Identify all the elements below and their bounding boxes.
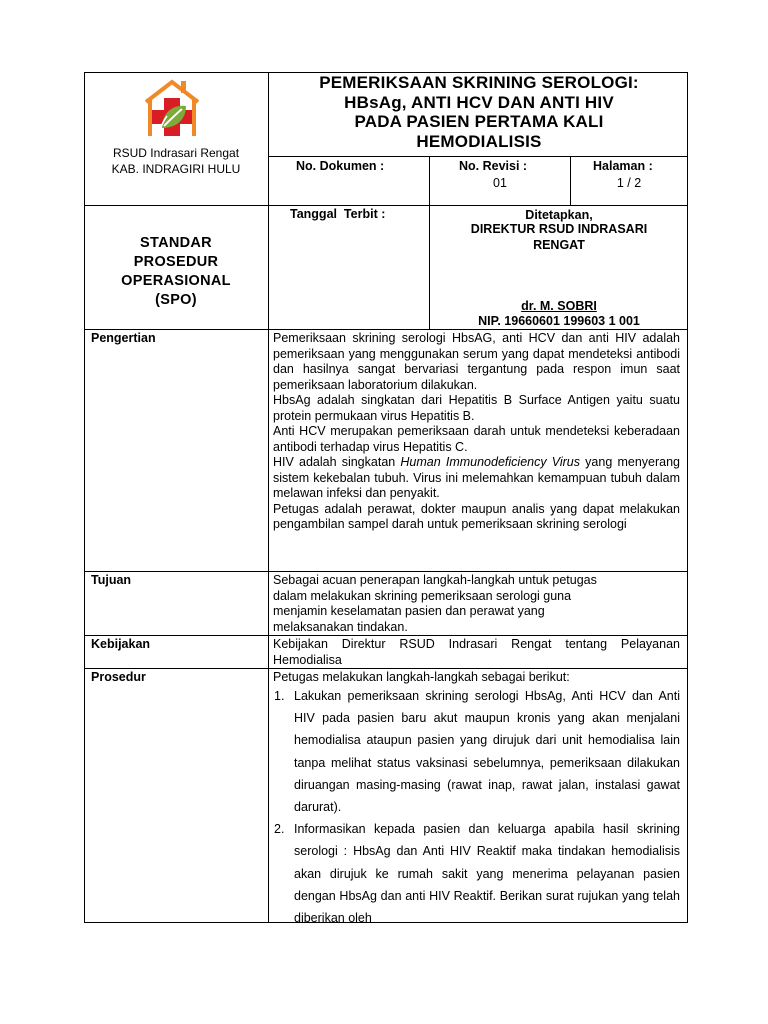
title-line: HBsAg, ANTI HCV DAN ANTI HIV	[344, 92, 614, 112]
hiv-suffix: yang menyerang sistem kekebalan tubuh. Virus ini melemahkan kemampuan tubuh dalam melawan infeksi dan penyakit.	[273, 455, 680, 500]
pengertian-paragraph: Pemeriksaan skrining serologi HbsAG, anti HCV dan anti HIV adalah pemeriksaan yang menggunakan serum yang dapat mendeteksi antibodi dan hasilnya sangat bervariasi tergantung pada respon imun saat pemeriksaan laboratorium dilakukan.	[273, 331, 680, 392]
revision-label: No. Revisi :	[459, 159, 528, 173]
director-name-text: dr. M. SOBRI	[521, 299, 597, 313]
step-number: 2.	[274, 822, 285, 837]
director-title-line: RENGAT	[533, 238, 585, 252]
spo-title-line: PROSEDUR	[133, 254, 219, 270]
section-label-prosedur: Prosedur	[91, 670, 146, 684]
spo-divider	[84, 329, 688, 330]
row-divider-prosedur	[84, 668, 688, 669]
director-name	[430, 298, 688, 314]
revision-value: 01	[493, 176, 507, 190]
row-divider-kebijakan	[84, 635, 688, 636]
spo-title-line: STANDAR	[140, 235, 212, 251]
hiv-prefix: HIV adalah singkatan	[273, 455, 401, 469]
prosedur-step	[273, 685, 680, 818]
pengertian-paragraph: Anti HCV merupakan pemeriksaan darah untuk mendeteksi keberadaan antibodi terhadap virus Hepatitis C.	[273, 424, 680, 454]
pengertian-paragraph: Petugas adalah perawat, dokter maupun analis yang dapat melakukan pengambilan sampel darah untuk pemeriksaan skrining serologi	[273, 501, 680, 531]
pengertian-paragraph: HbsAg adalah singkatan dari Hepatitis B Surface Antigen yaitu suatu protein permukaan virus Hepatitis B.	[273, 393, 680, 423]
prosedur-step	[273, 818, 680, 929]
tujuan-line: dalam melakukan skrining pemeriksaan serologi guna	[273, 588, 572, 603]
title-divider	[268, 156, 688, 157]
prosedur-steps	[273, 685, 680, 929]
page-label: Halaman :	[593, 159, 653, 173]
section-body-pengertian	[273, 331, 680, 533]
table-border-right	[687, 72, 688, 923]
step-number: 1.	[274, 689, 285, 703]
hiv-italic: Human Immunodeficiency Virus	[400, 455, 581, 469]
section-body-kebijakan	[273, 637, 680, 668]
hospital-name: RSUD Indrasari Rengat	[112, 146, 240, 160]
spo-title	[84, 234, 268, 310]
label-column-divider	[268, 72, 269, 923]
section-label-kebijakan: Kebijakan	[91, 637, 151, 651]
title-line: PEMERIKSAAN SKRINING SEROLOGI:	[319, 73, 639, 92]
section-body-tujuan	[273, 573, 680, 635]
hospital-region: KAB. INDRAGIRI HULU	[111, 162, 241, 176]
document-title	[270, 73, 688, 151]
tujuan-line: Sebagai acuan penerapan langkah-langkah untuk petugas	[273, 573, 597, 587]
prosedur-intro: Petugas melakukan langkah-langkah sebagai berikut:	[273, 670, 570, 684]
kebijakan-text: Kebijakan Direktur RSUD Indrasari Rengat tentang Pelayanan Hemodialisa	[273, 637, 680, 667]
spo-title-line: OPERASIONAL	[121, 273, 231, 289]
header-divider	[84, 205, 688, 206]
doc-number-label: No. Dokumen :	[296, 159, 385, 173]
director-title	[430, 221, 688, 253]
row-divider-tujuan	[84, 571, 688, 572]
section-label-pengertian: Pengertian	[91, 331, 156, 345]
tujuan-line: menjamin keselamatan pasien dan perawat yang	[273, 604, 545, 618]
table-border-left	[84, 72, 85, 923]
pengertian-paragraph-hiv	[273, 455, 680, 502]
step-text: Lakukan pemeriksaan skrining serologi HbsAg, Anti HCV dan Anti HIV pada pasien baru akut maupun kronis yang akan menjalani hemodialisa ataupun pasien yang dirujuk dari unit hemodialisa lain tanpa melihat status vaksinasi sebelumnya, pemeriksaan dilakukan diruangan masing-masing (rawat inap, rawat jalan, instalasi gawat darurat).	[294, 689, 680, 815]
title-line: HEMODIALISIS	[416, 131, 542, 151]
tujuan-line: melaksanakan tindakan.	[273, 619, 408, 634]
step-text: Informasikan kepada pasien dan keluarga apabila hasil skrining serologi : HbsAg dan Anti HIV Reaktif maka tindakan hemodialisis akan dirujuk ke rumah sakit yang menerima pelayanan pasien dengan HbsAg dan anti HIV Reaktif. Berikan surat rujukan yang telah diberikan oleh	[294, 822, 680, 926]
director-title-line: DIREKTUR RSUD INDRASARI	[470, 222, 648, 236]
title-line: PADA PASIEN PERTAMA KALI	[354, 112, 604, 131]
approved-label: Ditetapkan,	[525, 208, 593, 222]
hospital-cross-leaf-icon	[140, 78, 204, 140]
page-value: 1 / 2	[616, 176, 642, 190]
spo-title-line: (SPO)	[155, 292, 197, 308]
hospital-logo	[140, 78, 204, 140]
director-nip: NIP. 19660601 199603 1 001	[478, 314, 640, 328]
section-label-tujuan: Tujuan	[91, 573, 132, 587]
issue-date-label: Tanggal Terbit :	[290, 207, 386, 221]
